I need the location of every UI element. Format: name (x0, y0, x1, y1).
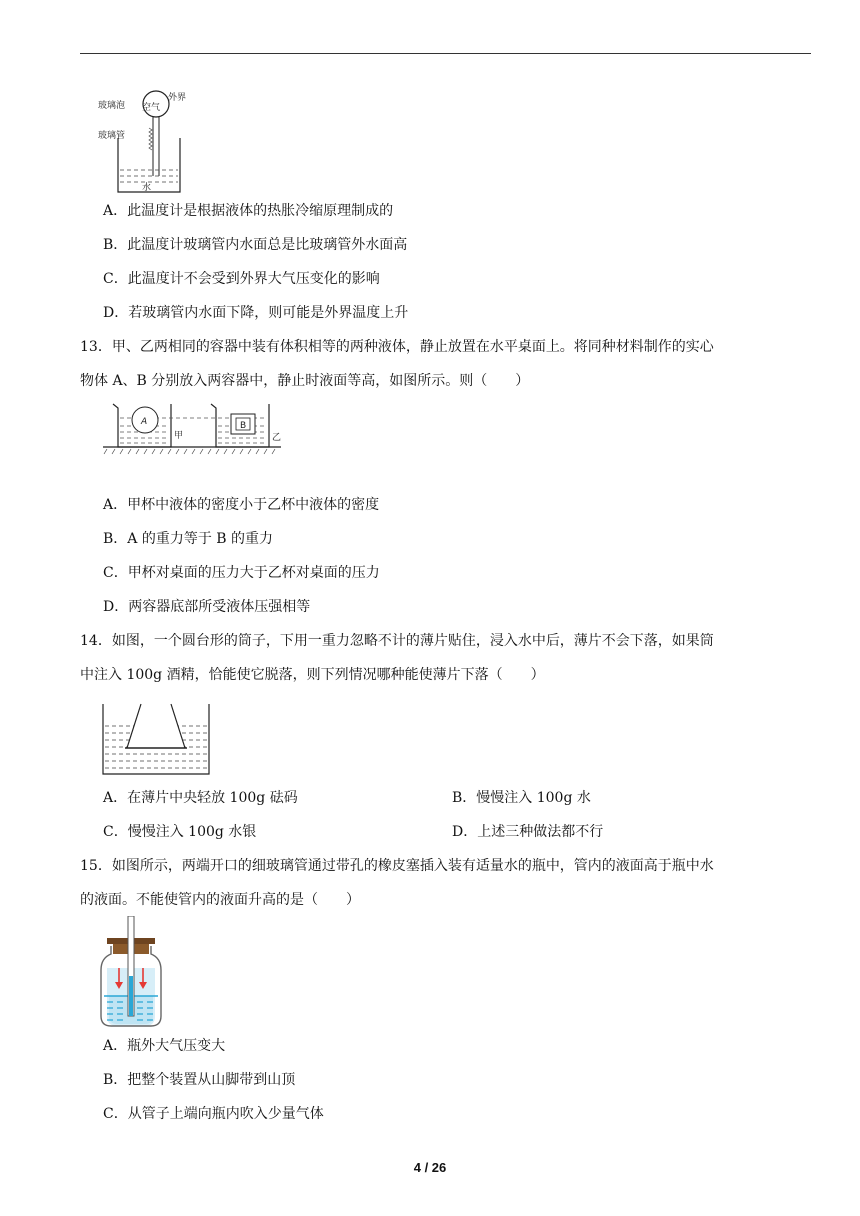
q14-stem-line2: 中注入 100g 酒精，恰能使它脱落，则下列情况哪种能使薄片下落（ ） (80, 667, 545, 683)
header-rule (80, 53, 811, 54)
q12-option-a: A．此温度计是根据液体的热胀冷缩原理制成的 (103, 203, 394, 219)
page-number: 4 / 26 (413, 1160, 447, 1175)
q15-option-a: A．瓶外大气压变大 (103, 1038, 226, 1054)
label-glass-tube: 玻璃管 (98, 131, 126, 141)
label-jia: 甲 (174, 431, 184, 441)
q12-option-b: B．此温度计玻璃管内水面总是比玻璃管外水面高 (103, 237, 408, 253)
q13-option-c: C．甲杯对桌面的压力大于乙杯对桌面的压力 (103, 565, 380, 581)
q12-option-d: D．若玻璃管内水面下降，则可能是外界温度上升 (103, 305, 409, 321)
bottle-figure (99, 916, 163, 1030)
q14-option-b: B．慢慢注入 100g 水 (452, 790, 591, 806)
q13-option-b: B．A 的重力等于 B 的重力 (103, 531, 274, 547)
label-object-a: A (141, 417, 148, 427)
q13-stem-line2: 物体 A、B 分别放入两容器中，静止时液面等高，如图所示。则（ ） (80, 373, 530, 389)
q15-stem-line2: 的液面。不能使管内的液面升高的是（ ） (80, 892, 360, 908)
q13-stem-line1: 13．甲、乙两相同的容器中装有体积相等的两种液体，静止放置在水平桌面上。将同种材料制作的实心 (80, 339, 714, 355)
q13-option-d: D．两容器底部所受液体压强相等 (103, 599, 311, 615)
label-object-b: B (240, 421, 247, 431)
q14-option-a: A．在薄片中央轻放 100g 砝码 (103, 790, 298, 806)
q15-option-b: B．把整个装置从山脚带到山顶 (103, 1072, 296, 1088)
beakers-figure (103, 400, 293, 455)
q15-option-c: C．从管子上端向瓶内吹入少量气体 (103, 1106, 324, 1122)
label-water: 水 (142, 183, 152, 193)
q14-option-d: D．上述三种做法都不行 (452, 824, 604, 840)
cone-tube-figure (101, 702, 213, 778)
q14-stem-line1: 14．如图，一个圆台形的筒子，下用一重力忽略不计的薄片贴住，浸入水中后，薄片不会下落，如果筒 (80, 633, 714, 649)
label-outside: 外界 (168, 93, 187, 103)
label-glass-bulb: 玻璃泡 (98, 101, 126, 111)
label-air: 空气 (142, 103, 161, 113)
q14-option-c: C．慢慢注入 100g 水银 (103, 824, 257, 840)
label-yi: 乙 (272, 433, 282, 443)
q15-stem-line1: 15．如图所示，两端开口的细玻璃管通过带孔的橡皮塞插入装有适量水的瓶中，管内的液面高于瓶中水 (80, 858, 714, 874)
q12-option-c: C．此温度计不会受到外界大气压变化的影响 (103, 271, 380, 287)
thermometer-figure (98, 86, 198, 196)
q13-option-a: A．甲杯中液体的密度小于乙杯中液体的密度 (103, 497, 380, 513)
